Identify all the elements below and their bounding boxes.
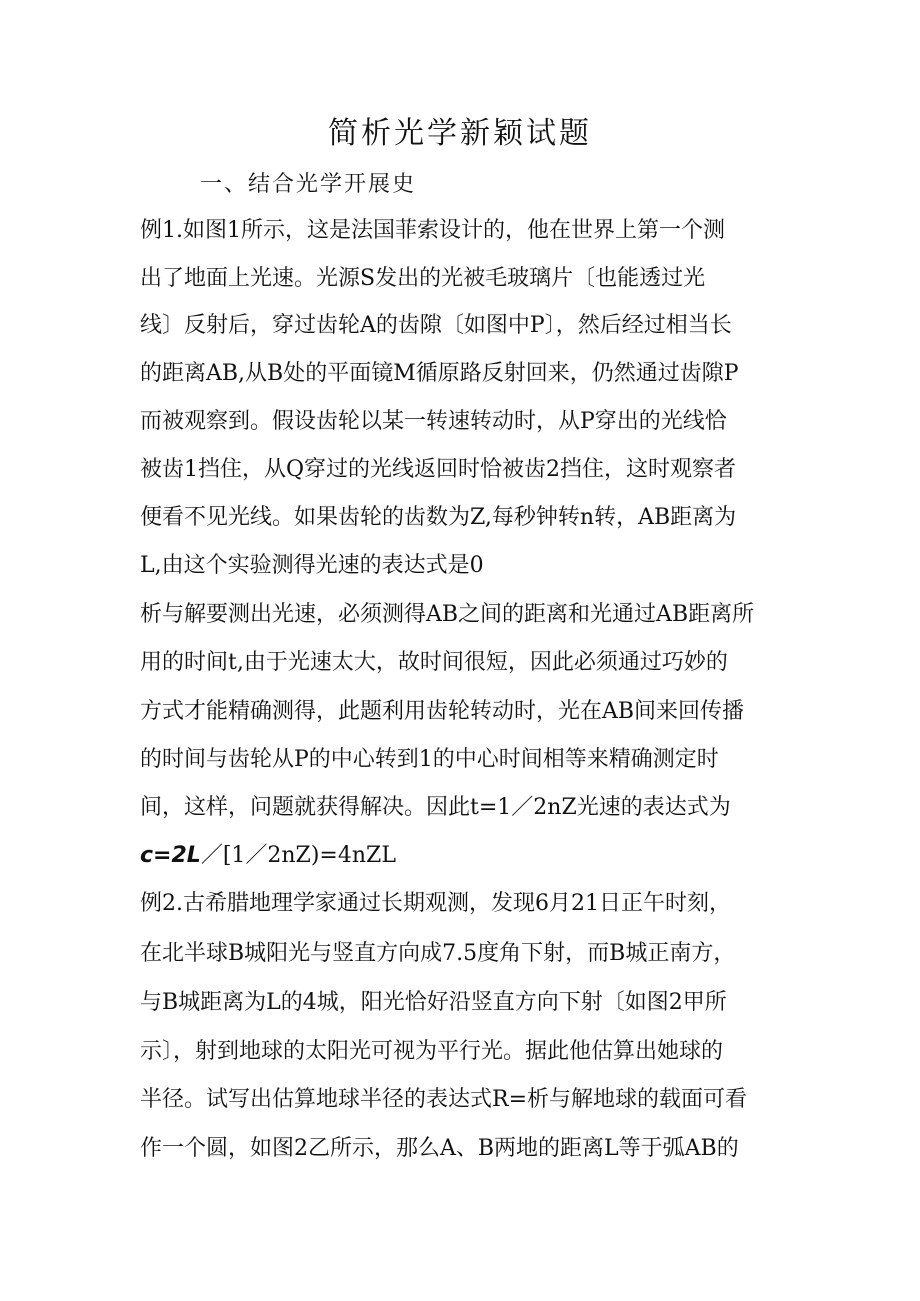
paragraph-line: 而被观察到。假设齿轮以某一转速转动时，从P穿出的光线恰 (140, 409, 727, 434)
paragraph-line: 线〕反射后，穿过齿轮A的齿隙〔如图中P〕，然后经过相当长 (140, 313, 732, 338)
paragraph-line: 例2.古希腊地理学家通过长期观测，发现6月21日正午时刻， (140, 891, 731, 916)
paragraph-line: 间，这样，问题就获得解决。因此t=1／2nZ光速的表达式为 (140, 795, 731, 820)
paragraph-line: 析与解要测出光速，必须测得AB之间的距离和光通过AB距离所 (140, 602, 755, 627)
formula-rest: ／[1／2nZ)=4nZL (200, 843, 396, 868)
paragraph-line: 便看不见光线。如果齿轮的齿数为Z,每秒钟转n转，AB距离为 (140, 505, 737, 530)
formula-prefix: c=2L (140, 843, 201, 868)
paragraph-line: 方式才能精确测得，此题利用齿轮转动时，光在AB间来回传播 (140, 699, 745, 724)
paragraph-line: 例1.如图1所示，这是法国菲索设计的，他在世界上第一个测 (140, 218, 725, 243)
paragraph-line: 的时间与齿轮从P的中心转到1的中心时间相等来精确测定时 (140, 747, 719, 772)
paragraph-line: 半径。试写出估算地球半径的表达式R=析与解地球的载面可看 (140, 1087, 747, 1112)
document-title: 简析光学新颖试题 (328, 116, 592, 151)
section-heading: 一、结合光学开展史 (200, 172, 417, 197)
paragraph-line: 出了地面上光速。光源S发出的光被毛玻璃片〔也能透过光 (140, 266, 706, 291)
paragraph-line: 示〕，射到地球的太阳光可视为平行光。据此他估算出她球的 (140, 1039, 724, 1064)
paragraph-line: L,由这个实验测得光速的表达式是0 (140, 553, 484, 578)
paragraph-line: 与B城距离为L的4城，阳光恰好沿竖直方向下射〔如图2甲所 (140, 990, 727, 1015)
paragraph-line: 作一个圆，如图2乙所示，那么A、B两地的距离L等于弧AB的 (140, 1136, 739, 1161)
paragraph-line: 用的时间t,由于光速太大，故时间很短，因此必须通过巧妙的 (140, 650, 728, 675)
paragraph-line: 的距离AB,从B处的平面镜M循原路反射回来，仍然通过齿隙P (140, 361, 739, 386)
formula-line (140, 839, 790, 873)
paragraph-line: 被齿1挡住，从Q穿过的光线返回时恰被齿2挡住，这时观察者 (140, 457, 737, 482)
paragraph-line: 在北半球B城阳光与竖直方向成7.5度角下射，而B城正南方， (140, 941, 736, 966)
